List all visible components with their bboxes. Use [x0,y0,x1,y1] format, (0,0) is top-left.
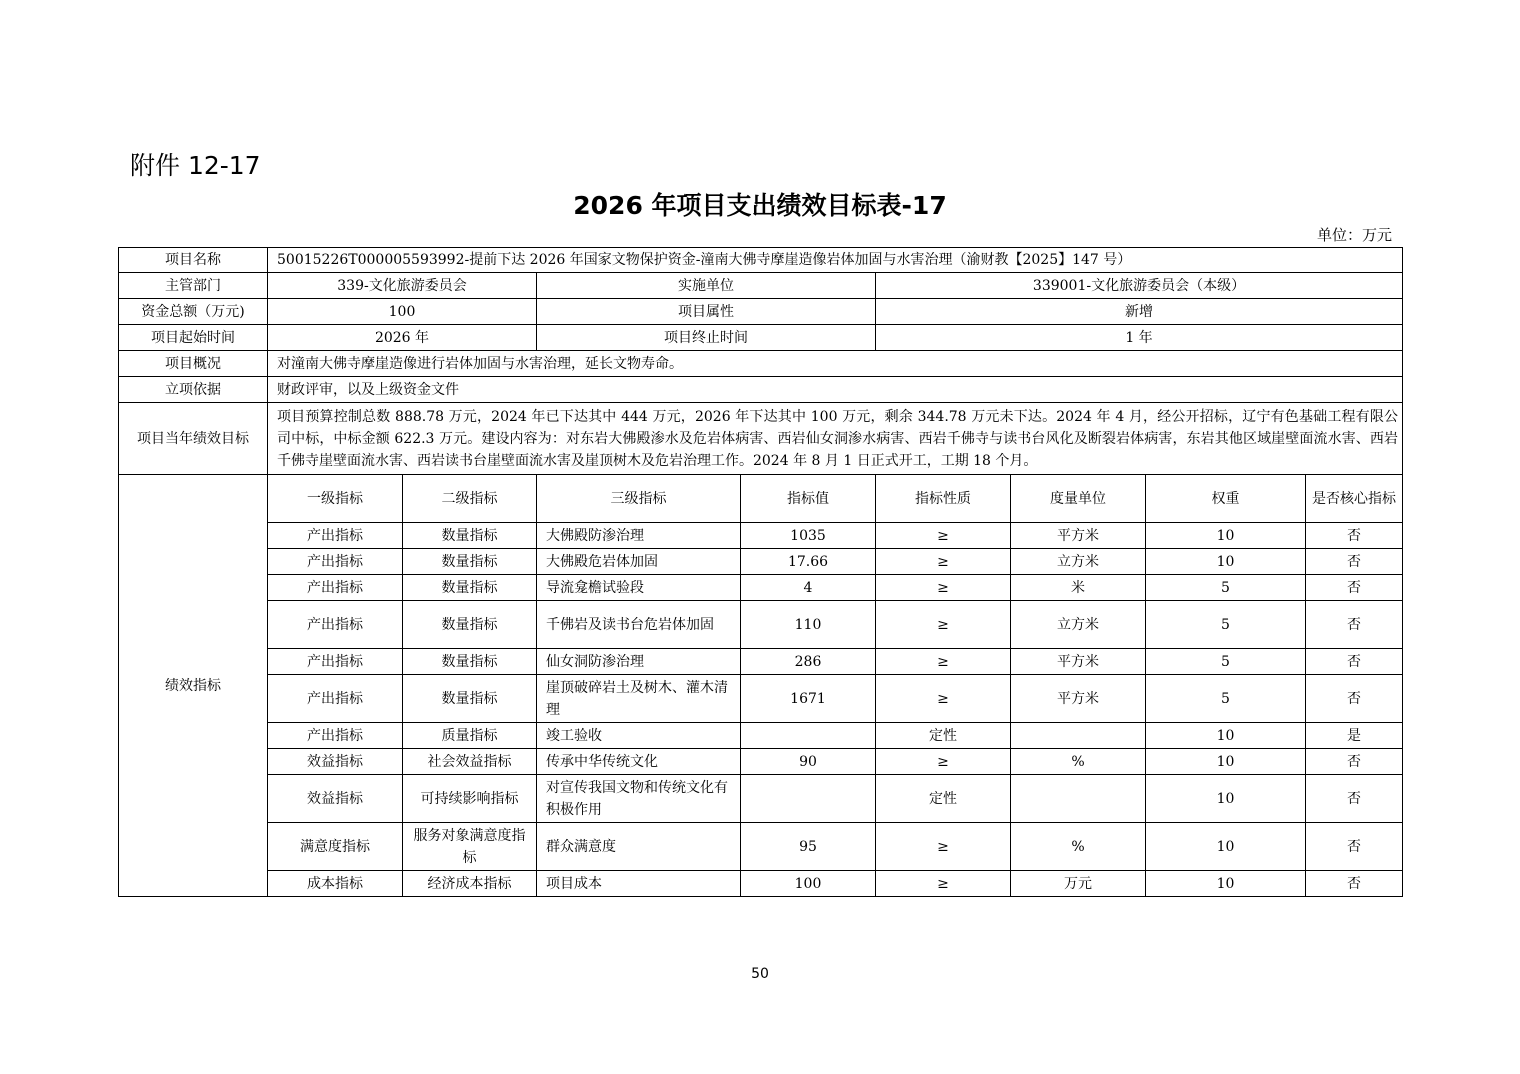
overview-row [119,351,1403,377]
weight-cell: 5 [1146,649,1306,675]
core-cell: 否 [1306,775,1403,823]
unit-cell [1011,723,1146,749]
weight-cell: 5 [1146,575,1306,601]
start-value: 2026 年 [268,325,537,351]
start-label: 项目起始时间 [119,325,268,351]
level2-cell: 可持续影响指标 [403,775,537,823]
level2-cell: 服务对象满意度指标 [403,823,537,871]
value-cell: 90 [741,749,876,775]
level2-cell: 数量指标 [403,549,537,575]
table-row [119,575,1403,601]
basis-label: 立项依据 [119,377,268,403]
period-row [119,325,1403,351]
level2-cell: 数量指标 [403,649,537,675]
nature-cell: ≥ [876,601,1011,649]
goal-row [119,403,1403,475]
level1-cell: 效益指标 [268,749,403,775]
impl-value: 339001-文化旅游委员会（本级） [876,273,1403,299]
level3-cell: 导流龛檐试验段 [537,575,741,601]
core-cell: 否 [1306,749,1403,775]
header-value: 指标值 [741,475,876,523]
core-cell: 否 [1306,601,1403,649]
unit-label: 单位：万元 [1316,226,1392,244]
level3-cell: 千佛岩及读书台危岩体加固 [537,601,741,649]
nature-cell: ≥ [876,575,1011,601]
level2-cell: 数量指标 [403,601,537,649]
level2-cell: 数量指标 [403,675,537,723]
unit-cell [1011,775,1146,823]
header-nature: 指标性质 [876,475,1011,523]
nature-cell: ≥ [876,523,1011,549]
unit-cell: 平方米 [1011,649,1146,675]
unit-cell: 平方米 [1011,675,1146,723]
weight-cell: 10 [1146,871,1306,897]
level2-cell: 社会效益指标 [403,749,537,775]
unit-cell: 万元 [1011,871,1146,897]
level3-cell: 大佛殿防渗治理 [537,523,741,549]
header-unit: 度量单位 [1011,475,1146,523]
nature-cell: ≥ [876,675,1011,723]
header-level1: 一级指标 [268,475,403,523]
unit-cell: 平方米 [1011,523,1146,549]
unit-cell: 立方米 [1011,601,1146,649]
goal-label: 项目当年绩效目标 [119,403,268,475]
nature-cell: ≥ [876,549,1011,575]
core-cell: 否 [1306,549,1403,575]
nature-cell: ≥ [876,823,1011,871]
level1-cell: 产出指标 [268,675,403,723]
overview-label: 项目概况 [119,351,268,377]
funds-label: 资金总额（万元) [119,299,268,325]
performance-table [118,247,1403,897]
value-cell: 4 [741,575,876,601]
level1-cell: 产出指标 [268,523,403,549]
impl-label: 实施单位 [537,273,876,299]
level3-cell: 崖顶破碎岩土及树木、灌木清理 [537,675,741,723]
nature-cell: 定性 [876,775,1011,823]
table-row [119,549,1403,575]
table-row [119,823,1403,871]
dept-label: 主管部门 [119,273,268,299]
level1-cell: 产出指标 [268,601,403,649]
weight-cell: 5 [1146,601,1306,649]
level3-cell: 项目成本 [537,871,741,897]
value-cell: 100 [741,871,876,897]
indicator-header-row [119,475,1403,523]
funds-row [119,299,1403,325]
unit-cell: % [1011,823,1146,871]
value-cell: 110 [741,601,876,649]
nature-cell: ≥ [876,871,1011,897]
value-cell: 1035 [741,523,876,549]
level1-cell: 产出指标 [268,549,403,575]
level2-cell: 经济成本指标 [403,871,537,897]
table-row [119,675,1403,723]
level1-cell: 产出指标 [268,649,403,675]
level1-cell: 产出指标 [268,723,403,749]
unit-cell: 米 [1011,575,1146,601]
level3-cell: 群众满意度 [537,823,741,871]
core-cell: 否 [1306,523,1403,549]
level2-cell: 质量指标 [403,723,537,749]
level3-cell: 竣工验收 [537,723,741,749]
nature-cell: ≥ [876,649,1011,675]
weight-cell: 10 [1146,723,1306,749]
attr-label: 项目属性 [537,299,876,325]
weight-cell: 10 [1146,823,1306,871]
header-weight: 权重 [1146,475,1306,523]
indicators-section-label: 绩效指标 [119,475,268,897]
project-name-label: 项目名称 [119,248,268,273]
dept-row [119,273,1403,299]
unit-cell: % [1011,749,1146,775]
attr-value: 新增 [876,299,1403,325]
level2-cell: 数量指标 [403,575,537,601]
end-label: 项目终止时间 [537,325,876,351]
level1-cell: 成本指标 [268,871,403,897]
header-core: 是否核心指标 [1306,475,1403,523]
dept-value: 339-文化旅游委员会 [268,273,537,299]
end-value: 1 年 [876,325,1403,351]
core-cell: 否 [1306,575,1403,601]
weight-cell: 10 [1146,749,1306,775]
project-name-value: 50015226T000005593992-提前下达 2026 年国家文物保护资金-潼南大佛寺摩崖造像岩体加固与水害治理（渝财教【2025】147 号） [268,248,1403,273]
weight-cell: 10 [1146,775,1306,823]
level3-cell: 大佛殿危岩体加固 [537,549,741,575]
level1-cell: 满意度指标 [268,823,403,871]
page-title: 2026 年项目支出绩效目标表-17 [573,191,947,220]
core-cell: 否 [1306,649,1403,675]
weight-cell: 10 [1146,549,1306,575]
core-cell: 否 [1306,675,1403,723]
value-cell: 1671 [741,675,876,723]
level3-cell: 仙女洞防渗治理 [537,649,741,675]
core-cell: 是 [1306,723,1403,749]
core-cell: 否 [1306,823,1403,871]
table-row [119,523,1403,549]
value-cell: 95 [741,823,876,871]
value-cell [741,775,876,823]
value-cell: 286 [741,649,876,675]
table-row [119,749,1403,775]
weight-cell: 5 [1146,675,1306,723]
level3-cell: 传承中华传统文化 [537,749,741,775]
level2-cell: 数量指标 [403,523,537,549]
attachment-label: 附件 12-17 [130,151,261,180]
value-cell: 17.66 [741,549,876,575]
table-row [119,649,1403,675]
value-cell [741,723,876,749]
project-name-row [119,248,1403,273]
overview-value: 对潼南大佛寺摩崖造像进行岩体加固与水害治理，延长文物寿命。 [268,351,1403,377]
basis-value: 财政评审，以及上级资金文件 [268,377,1403,403]
table-row [119,601,1403,649]
unit-cell: 立方米 [1011,549,1146,575]
nature-cell: 定性 [876,723,1011,749]
weight-cell: 10 [1146,523,1306,549]
level1-cell: 效益指标 [268,775,403,823]
table-row [119,775,1403,823]
table-row [119,723,1403,749]
nature-cell: ≥ [876,749,1011,775]
basis-row [119,377,1403,403]
table-row [119,871,1403,897]
page-number: 50 [751,966,769,982]
funds-value: 100 [268,299,537,325]
level1-cell: 产出指标 [268,575,403,601]
header-level2: 二级指标 [403,475,537,523]
header-level3: 三级指标 [537,475,741,523]
level3-cell: 对宣传我国文物和传统文化有积极作用 [537,775,741,823]
goal-value: 项目预算控制总数 888.78 万元，2024 年已下达其中 444 万元，2026 年下达其中 100 万元，剩余 344.78 万元未下达。2024 年 4 月，经公开招标，辽宁有色基础工程有限公司中标，中标金额 622.3 万元。建设内容为：对东岩大佛殿渗水及危岩体病害、西岩仙女洞渗水病害、西岩千佛寺与读书台风化及断裂岩体病害，东岩其他区域崖壁面流水害、西岩千佛寺崖壁面流水害、西岩读书台崖壁面流水害及崖顶树木及危岩治理工作。2024 年 8 月 1 日正式开工，工期 18 个月。 [268,403,1403,475]
core-cell: 否 [1306,871,1403,897]
